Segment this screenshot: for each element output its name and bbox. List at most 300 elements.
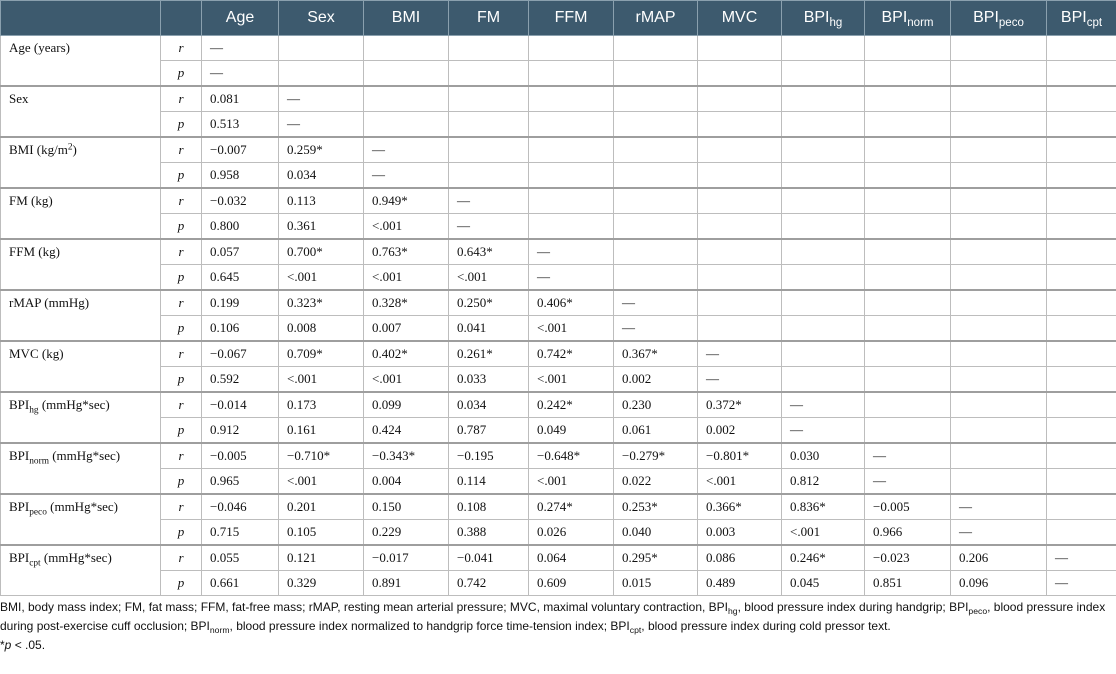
- value-cell: 0.891: [364, 571, 449, 596]
- value-cell: 0.173: [279, 392, 364, 418]
- table-row: [1, 469, 1116, 495]
- value-cell: [951, 214, 1047, 240]
- table-row: [1, 265, 1116, 291]
- variable-label: [1, 86, 161, 137]
- value-cell: −0.005: [202, 443, 279, 469]
- footnote-text: , blood pressure index normalized to handgrip force time-tension index; BPI: [229, 619, 630, 633]
- value-cell: [614, 137, 698, 163]
- value-cell: [1047, 520, 1116, 546]
- variable-label: [1, 188, 161, 239]
- value-cell: −0.343*: [364, 443, 449, 469]
- value-cell: [1047, 61, 1116, 87]
- column-header-label: FM: [476, 9, 501, 26]
- value-cell: [279, 61, 364, 87]
- value-cell: [1047, 36, 1116, 61]
- value-cell: [614, 188, 698, 214]
- value-cell: [1047, 418, 1116, 444]
- value-cell: 0.007: [364, 316, 449, 342]
- value-cell: 0.055: [202, 545, 279, 571]
- value-cell: 0.161: [279, 418, 364, 444]
- stat-label: p: [161, 112, 202, 138]
- header-row: [1, 1, 1116, 36]
- variable-label: [1, 392, 161, 443]
- value-cell: 0.064: [529, 545, 614, 571]
- value-cell: [529, 86, 614, 112]
- value-cell: [614, 214, 698, 240]
- value-cell: [951, 443, 1047, 469]
- table-row: [1, 239, 1116, 265]
- value-cell: 0.242*: [529, 392, 614, 418]
- value-cell: [782, 36, 865, 61]
- value-cell: [782, 188, 865, 214]
- value-cell: 0.259*: [279, 137, 364, 163]
- stat-label: p: [161, 418, 202, 444]
- value-cell: [1047, 494, 1116, 520]
- value-cell: —: [614, 316, 698, 342]
- value-cell: [529, 61, 614, 87]
- variable-label: [1, 443, 161, 494]
- value-cell: 0.912: [202, 418, 279, 444]
- stat-label: p: [161, 469, 202, 495]
- column-header: [449, 1, 529, 36]
- value-cell: [865, 36, 951, 61]
- value-cell: 0.709*: [279, 341, 364, 367]
- value-cell: 0.489: [698, 571, 782, 596]
- value-cell: 0.424: [364, 418, 449, 444]
- value-cell: 0.361: [279, 214, 364, 240]
- stat-label: p: [161, 61, 202, 87]
- value-cell: −0.648*: [529, 443, 614, 469]
- value-cell: −0.067: [202, 341, 279, 367]
- value-cell: −0.014: [202, 392, 279, 418]
- value-cell: [529, 188, 614, 214]
- value-cell: 0.008: [279, 316, 364, 342]
- value-cell: [1047, 163, 1116, 189]
- value-cell: [614, 239, 698, 265]
- value-cell: [698, 214, 782, 240]
- value-cell: [951, 316, 1047, 342]
- table-footnotes: [0, 598, 1112, 655]
- value-cell: −0.032: [202, 188, 279, 214]
- variable-name: Sex: [9, 91, 29, 106]
- value-cell: [364, 61, 449, 87]
- value-cell: 0.099: [364, 392, 449, 418]
- value-cell: 0.643*: [449, 239, 529, 265]
- sig-threshold: < .05.: [11, 638, 46, 652]
- value-cell: [1047, 265, 1116, 291]
- value-cell: [782, 163, 865, 189]
- value-cell: 0.949*: [364, 188, 449, 214]
- value-cell: —: [529, 239, 614, 265]
- value-cell: [865, 316, 951, 342]
- column-header: [202, 1, 279, 36]
- column-header: [529, 1, 614, 36]
- value-cell: 0.040: [614, 520, 698, 546]
- value-cell: —: [202, 36, 279, 61]
- value-cell: [951, 290, 1047, 316]
- table-row: [1, 214, 1116, 240]
- value-cell: [865, 418, 951, 444]
- column-header: [279, 1, 364, 36]
- value-cell: 0.965: [202, 469, 279, 495]
- value-cell: 0.030: [782, 443, 865, 469]
- column-header-label: Sex: [307, 9, 335, 26]
- column-header: [782, 1, 865, 36]
- value-cell: [951, 469, 1047, 495]
- value-cell: 0.851: [865, 571, 951, 596]
- column-header-label: MVC: [721, 9, 758, 26]
- table-row: [1, 290, 1116, 316]
- value-cell: −0.710*: [279, 443, 364, 469]
- value-cell: 0.034: [449, 392, 529, 418]
- variable-unit: (mmHg*sec): [48, 448, 121, 463]
- stat-label: p: [161, 571, 202, 596]
- table-row: [1, 494, 1116, 520]
- column-header: [951, 1, 1047, 36]
- value-cell: —: [614, 290, 698, 316]
- value-cell: [865, 214, 951, 240]
- table-body: [1, 36, 1116, 596]
- value-cell: [1047, 290, 1116, 316]
- variable-label: [1, 239, 161, 290]
- value-cell: 0.742: [449, 571, 529, 596]
- value-cell: 0.366*: [698, 494, 782, 520]
- value-cell: [529, 36, 614, 61]
- value-cell: [951, 392, 1047, 418]
- value-cell: 0.323*: [279, 290, 364, 316]
- column-header-label: BPI: [803, 9, 830, 26]
- value-cell: 0.108: [449, 494, 529, 520]
- column-header-subscript: norm: [907, 17, 934, 30]
- value-cell: <.001: [782, 520, 865, 546]
- value-cell: [865, 341, 951, 367]
- variable-name: Age (years): [9, 40, 70, 55]
- value-cell: [1047, 86, 1116, 112]
- value-cell: 0.328*: [364, 290, 449, 316]
- stat-label: r: [161, 36, 202, 61]
- table-row: [1, 341, 1116, 367]
- value-cell: [951, 367, 1047, 393]
- value-cell: [449, 86, 529, 112]
- value-cell: [1047, 188, 1116, 214]
- value-cell: 0.086: [698, 545, 782, 571]
- value-cell: 0.105: [279, 520, 364, 546]
- stat-label: p: [161, 265, 202, 291]
- column-header-subscript: hg: [829, 17, 843, 30]
- value-cell: [449, 163, 529, 189]
- value-cell: 0.700*: [279, 239, 364, 265]
- value-cell: 0.049: [529, 418, 614, 444]
- value-cell: [1047, 112, 1116, 138]
- column-header: [865, 1, 951, 36]
- value-cell: 0.966: [865, 520, 951, 546]
- significance-note: [0, 636, 1112, 655]
- value-cell: 0.836*: [782, 494, 865, 520]
- column-header-label: BPI: [881, 9, 908, 26]
- value-cell: [865, 265, 951, 291]
- value-cell: [529, 214, 614, 240]
- value-cell: [1047, 443, 1116, 469]
- value-cell: [698, 36, 782, 61]
- stat-label: r: [161, 494, 202, 520]
- column-header-label: BPI: [973, 9, 999, 26]
- value-cell: [865, 86, 951, 112]
- column-header: [364, 1, 449, 36]
- value-cell: —: [698, 341, 782, 367]
- variable-unit: (mmHg*sec): [46, 499, 118, 514]
- value-cell: —: [364, 137, 449, 163]
- value-cell: [529, 137, 614, 163]
- value-cell: [698, 290, 782, 316]
- stat-label: p: [161, 316, 202, 342]
- value-cell: [1047, 239, 1116, 265]
- value-cell: [698, 112, 782, 138]
- variable-unit: (mmHg*sec): [38, 397, 110, 412]
- variable-name: BPI: [9, 550, 30, 565]
- table-row: [1, 316, 1116, 342]
- value-cell: <.001: [529, 316, 614, 342]
- column-header-subscript: cpt: [1086, 17, 1103, 30]
- value-cell: 0.004: [364, 469, 449, 495]
- stat-label: p: [161, 214, 202, 240]
- value-cell: 0.003: [698, 520, 782, 546]
- stat-label: p: [161, 367, 202, 393]
- table-row: [1, 571, 1116, 596]
- variable-label: [1, 545, 161, 596]
- value-cell: 0.057: [202, 239, 279, 265]
- value-cell: 0.246*: [782, 545, 865, 571]
- sig-symbol: *: [0, 638, 5, 652]
- value-cell: <.001: [529, 367, 614, 393]
- variable-name: BPI: [9, 448, 30, 463]
- value-cell: 0.250*: [449, 290, 529, 316]
- value-cell: 0.041: [449, 316, 529, 342]
- header-stat-corner: [161, 1, 202, 36]
- value-cell: [698, 188, 782, 214]
- value-cell: [1047, 367, 1116, 393]
- value-cell: <.001: [364, 367, 449, 393]
- value-cell: —: [449, 214, 529, 240]
- stat-label: r: [161, 137, 202, 163]
- value-cell: 0.033: [449, 367, 529, 393]
- value-cell: 0.229: [364, 520, 449, 546]
- value-cell: [698, 163, 782, 189]
- column-header-label: FFM: [554, 9, 588, 26]
- value-cell: [449, 36, 529, 61]
- value-cell: 0.061: [614, 418, 698, 444]
- table-row: [1, 61, 1116, 87]
- value-cell: 0.015: [614, 571, 698, 596]
- value-cell: 0.150: [364, 494, 449, 520]
- value-cell: [698, 239, 782, 265]
- value-cell: [951, 265, 1047, 291]
- value-cell: −0.005: [865, 494, 951, 520]
- variable-name: BMI (kg/m: [9, 142, 68, 157]
- value-cell: 0.661: [202, 571, 279, 596]
- value-cell: [614, 61, 698, 87]
- value-cell: [782, 86, 865, 112]
- value-cell: [1047, 341, 1116, 367]
- value-cell: 0.372*: [698, 392, 782, 418]
- variable-label: [1, 137, 161, 188]
- value-cell: [364, 86, 449, 112]
- table-row: [1, 36, 1116, 61]
- variable-name: rMAP (mmHg): [9, 295, 90, 310]
- variable-label: [1, 36, 161, 87]
- value-cell: [782, 367, 865, 393]
- value-cell: [698, 265, 782, 291]
- value-cell: [614, 265, 698, 291]
- value-cell: 0.800: [202, 214, 279, 240]
- value-cell: 0.402*: [364, 341, 449, 367]
- column-header: [1047, 1, 1116, 36]
- variable-name: MVC (kg): [9, 346, 64, 361]
- value-cell: —: [279, 86, 364, 112]
- value-cell: [614, 36, 698, 61]
- value-cell: 0.106: [202, 316, 279, 342]
- value-cell: [529, 163, 614, 189]
- table-row: [1, 520, 1116, 546]
- value-cell: 0.113: [279, 188, 364, 214]
- variable-name: FFM (kg): [9, 244, 60, 259]
- footnote-text: BMI, body mass index; FM, fat mass; FFM, fat-free mass; rMAP, resting mean arterial pressure; MVC, maximal voluntary contraction, BPI: [0, 600, 729, 614]
- stat-label: r: [161, 86, 202, 112]
- variable-label: [1, 494, 161, 545]
- value-cell: [449, 137, 529, 163]
- sig-variable: p: [4, 638, 12, 652]
- value-cell: [865, 112, 951, 138]
- footnote-subscript: hg: [728, 606, 738, 617]
- abbreviations-note: [0, 598, 1112, 636]
- table-row: [1, 443, 1116, 469]
- value-cell: 0.253*: [614, 494, 698, 520]
- value-cell: <.001: [279, 367, 364, 393]
- stat-label: r: [161, 239, 202, 265]
- value-cell: [614, 86, 698, 112]
- value-cell: —: [1047, 571, 1116, 596]
- value-cell: —: [1047, 545, 1116, 571]
- value-cell: 0.201: [279, 494, 364, 520]
- table-row: [1, 86, 1116, 112]
- value-cell: 0.002: [614, 367, 698, 393]
- value-cell: <.001: [279, 265, 364, 291]
- value-cell: [1047, 137, 1116, 163]
- value-cell: 0.329: [279, 571, 364, 596]
- value-cell: 0.002: [698, 418, 782, 444]
- footnote-text: , blood pressure index during post-exercise cuff occlusion; BPI: [0, 600, 1106, 633]
- value-cell: [865, 239, 951, 265]
- value-cell: −0.023: [865, 545, 951, 571]
- variable-label: [1, 341, 161, 392]
- value-cell: [529, 112, 614, 138]
- value-cell: [279, 36, 364, 61]
- value-cell: 0.026: [529, 520, 614, 546]
- column-header-label: Age: [225, 9, 255, 26]
- value-cell: 0.406*: [529, 290, 614, 316]
- value-cell: [782, 61, 865, 87]
- value-cell: —: [951, 520, 1047, 546]
- value-cell: [951, 112, 1047, 138]
- stat-label: r: [161, 290, 202, 316]
- column-header-label: rMAP: [635, 9, 676, 26]
- value-cell: [865, 163, 951, 189]
- value-cell: 0.261*: [449, 341, 529, 367]
- variable-subscript: hg: [29, 405, 39, 416]
- value-cell: [865, 290, 951, 316]
- footnote-text: , blood pressure index during cold pressor text.: [641, 619, 891, 633]
- value-cell: 0.388: [449, 520, 529, 546]
- value-cell: <.001: [364, 265, 449, 291]
- value-cell: —: [279, 112, 364, 138]
- value-cell: [951, 86, 1047, 112]
- stat-label: p: [161, 163, 202, 189]
- value-cell: [698, 137, 782, 163]
- value-cell: [698, 316, 782, 342]
- value-cell: [951, 36, 1047, 61]
- value-cell: −0.041: [449, 545, 529, 571]
- variable-name: FM (kg): [9, 193, 53, 208]
- value-cell: [782, 290, 865, 316]
- value-cell: 0.199: [202, 290, 279, 316]
- column-header: [614, 1, 698, 36]
- value-cell: [782, 316, 865, 342]
- table-row: [1, 545, 1116, 571]
- footnote-subscript: peco: [968, 606, 988, 617]
- value-cell: 0.763*: [364, 239, 449, 265]
- column-header: [698, 1, 782, 36]
- stat-label: r: [161, 545, 202, 571]
- stat-label: r: [161, 188, 202, 214]
- column-header-label: BPI: [1060, 9, 1087, 26]
- value-cell: 0.034: [279, 163, 364, 189]
- value-cell: 0.206: [951, 545, 1047, 571]
- value-cell: [698, 61, 782, 87]
- stat-label: r: [161, 392, 202, 418]
- variable-label: [1, 290, 161, 341]
- value-cell: 0.609: [529, 571, 614, 596]
- value-cell: —: [529, 265, 614, 291]
- value-cell: <.001: [698, 469, 782, 495]
- value-cell: —: [364, 163, 449, 189]
- footnote-subscript: norm: [209, 625, 230, 636]
- value-cell: —: [865, 443, 951, 469]
- value-cell: 0.787: [449, 418, 529, 444]
- footnote-subscript: cpt: [629, 625, 642, 636]
- value-cell: —: [951, 494, 1047, 520]
- value-cell: —: [865, 469, 951, 495]
- value-cell: 0.121: [279, 545, 364, 571]
- value-cell: −0.195: [449, 443, 529, 469]
- value-cell: 0.645: [202, 265, 279, 291]
- value-cell: —: [449, 188, 529, 214]
- stat-label: r: [161, 341, 202, 367]
- variable-unit: (mmHg*sec): [40, 550, 112, 565]
- variable-name: BPI: [9, 397, 30, 412]
- value-cell: [782, 239, 865, 265]
- header-corner: [1, 1, 161, 36]
- value-cell: 0.274*: [529, 494, 614, 520]
- column-header-label: BMI: [391, 9, 421, 26]
- table-row: [1, 418, 1116, 444]
- value-cell: 0.096: [951, 571, 1047, 596]
- table-row: [1, 163, 1116, 189]
- value-cell: [782, 137, 865, 163]
- value-cell: [951, 61, 1047, 87]
- variable-subscript: peco: [29, 507, 47, 518]
- value-cell: —: [202, 61, 279, 87]
- stat-label: p: [161, 520, 202, 546]
- value-cell: [951, 137, 1047, 163]
